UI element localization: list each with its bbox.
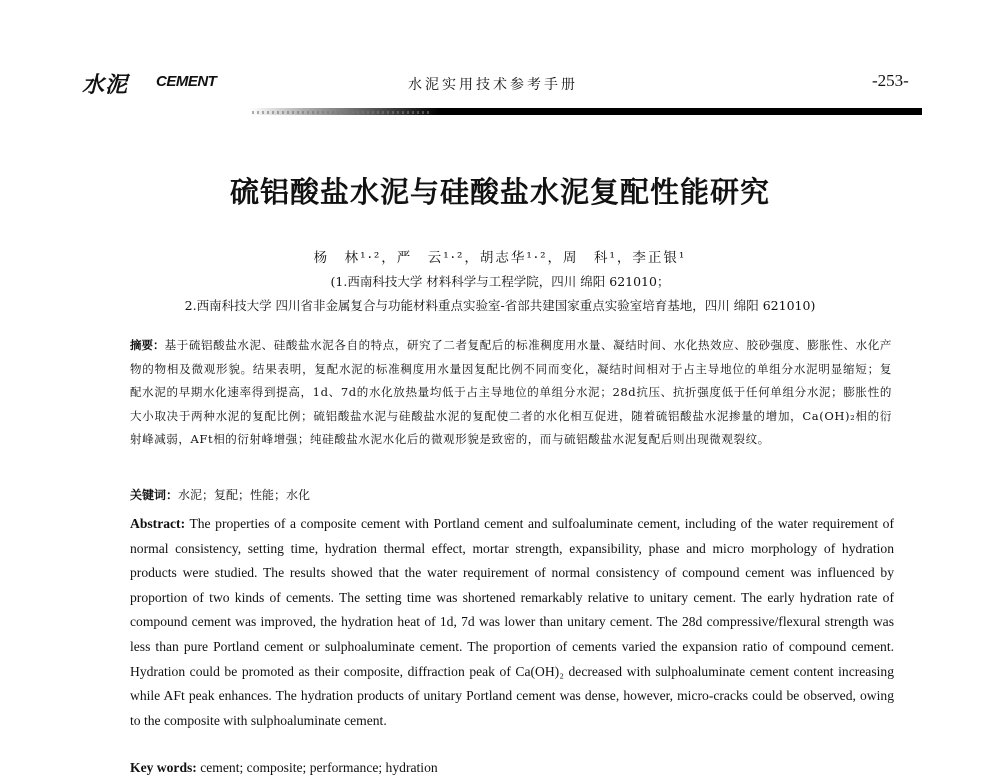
- page-header: [0, 0, 1000, 130]
- journal-title: 水泥实用技术参考手册: [408, 77, 578, 93]
- journal-logo-cn: 水泥: [82, 72, 129, 98]
- affiliation-1: (1.西南科技大学 材料科学与工程学院，四川 绵阳 621010；: [330, 274, 670, 289]
- page-number: -253-: [872, 71, 909, 90]
- keywords-cn: [130, 486, 892, 503]
- journal-logo-en: CEMENT: [156, 73, 217, 90]
- abstract-cn-text: 基于硫铝酸盐水泥、硅酸盐水泥各自的特点，研究了二者复配后的标准稠度用水量、凝结时间、水化热效应、胶砂强度、膨胀性、水化产物的物相及微观形貌。结果表明，复配水泥的标准稠度用水量因复配比例不同而变化，凝结时间相对于占主导地位的单组分水泥明显缩短；复配水泥的早期水化速率得到提高，1d、7d的水化放热量均低于占主导地位的单组分水泥；28d抗压、抗折强度低于任何单组分水泥；膨胀性的大小取决于两种水泥的复配比例；硫铝酸盐水泥与硅酸盐水泥的复配使二者的水化相互促进，随着硫铝酸盐水泥掺量的增加，Ca(OH)₂相的衍射峰减弱，AFt相的衍射峰增强；纯硅酸盐水泥水化后的微观形貌是致密的，而与硫铝酸盐水泥复配后则出现微观裂纹。: [130, 338, 892, 447]
- keywords-cn-text: 水泥；复配；性能；水化: [178, 488, 311, 502]
- abstract-en-label: Abstract:: [130, 516, 186, 531]
- keywords-en-text: cement; composite; performance; hydration: [200, 760, 438, 775]
- abstract-cn-label: 摘要：: [130, 338, 165, 352]
- author-list: 杨 林¹·²，严 云¹·²，胡志华¹·²，周 科¹，李正银¹: [313, 250, 687, 266]
- keywords-en: [130, 760, 894, 776]
- keywords-en-label: Key words:: [130, 760, 197, 775]
- paper-title: 硫铝酸盐水泥与硅酸盐水泥复配性能研究: [229, 175, 770, 209]
- keywords-cn-label: 关键词：: [130, 488, 179, 502]
- abstract-en-text: The properties of a composite cement with Portland cement and sulfoaluminate cement, including of the water requirement of normal consistency, setting time, hydration thermal effect, mortar strength, expansibility, phase and micro morphology of hydration products were studied. The results showed that the water requirement of normal consistency of compound cement was influenced by proportion of two kinds of cements. The setting time was shortened remarkably relative to unitary cement. The early hydration rate of compound cement was improved, the hydration heat of 1d, 7d was lower than unitary cement. The 28d compressive/flexural strength was less than pure Portland cement or sulphoaluminate cement. The proportion of cements varied the expansion ratio of compound cement. Hydration could be promoted as their composite, diffraction peak of Ca(OH)₂ decreased with sulphoaluminate cement content increasing while AFt peak enhances. The hydration products of unitary Portland cement was dense, however, micro-cracks could be observed, owing to the composite with sulphoaluminate cement.: [130, 516, 895, 728]
- abstract-cn: [130, 334, 892, 452]
- affiliation-2: 2.西南科技大学 四川省非金属复合与功能材料重点实验室-省部共建国家重点实验室培育基地，四川 绵阳 621010): [184, 298, 816, 313]
- abstract-en: [130, 512, 894, 733]
- header-rule-texture: [252, 111, 432, 114]
